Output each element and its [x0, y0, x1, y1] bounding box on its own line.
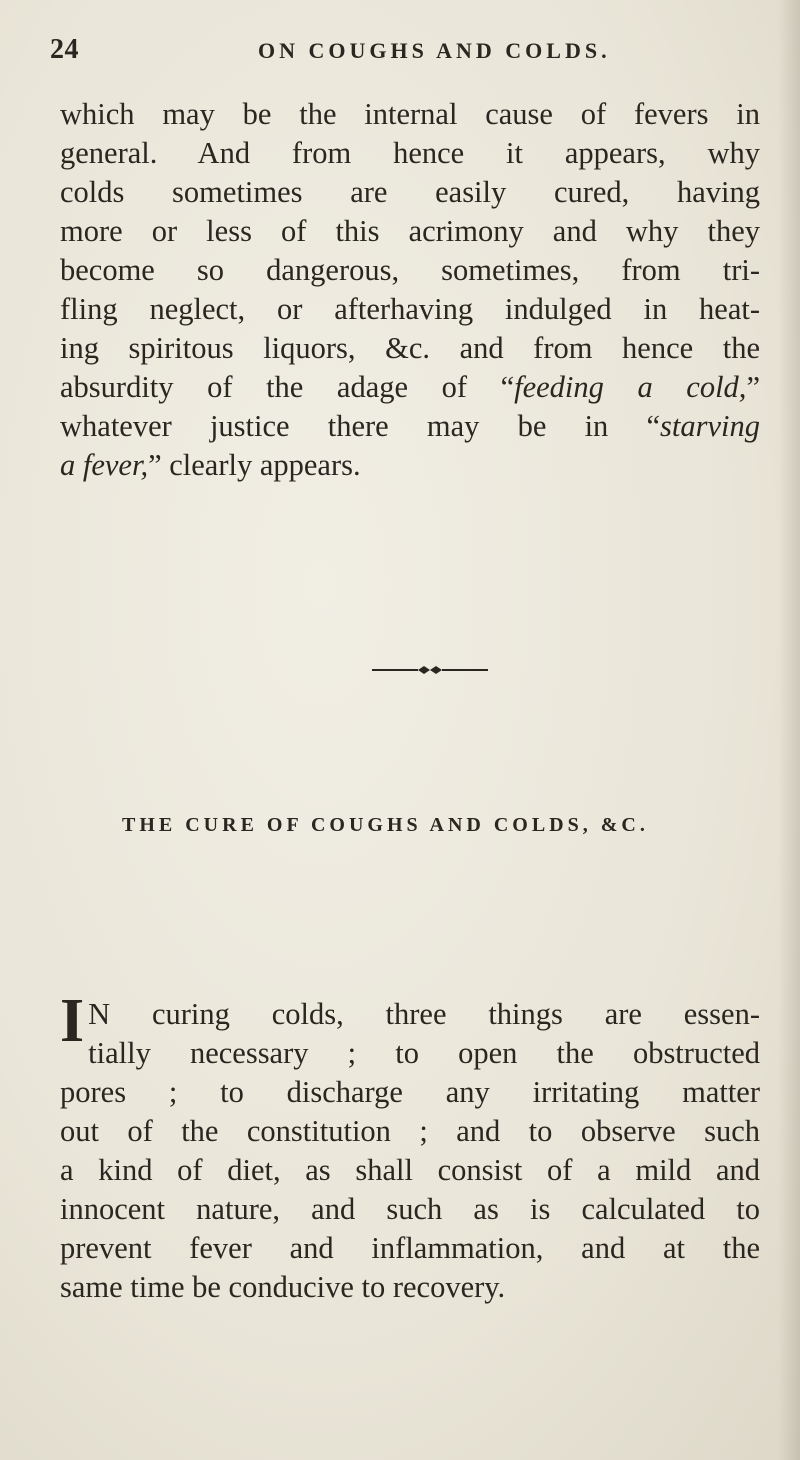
paragraph-1-line-9: [60, 407, 760, 446]
paragraph-1-line-2: general. And from hence it appears, why: [60, 136, 760, 170]
paragraph-1-line-5: become so dangerous, sometimes, from tri-: [60, 253, 760, 287]
section-ornament-icon: [370, 660, 490, 680]
paragraph-1-line-7: ing spiritous liquors, &c. and from hence the: [60, 331, 760, 365]
drop-cap: I: [60, 987, 85, 1055]
line-9-italic: starving: [660, 409, 760, 443]
paragraph-1-line-6: fling neglect, or afterhaving indulged in heat-: [60, 292, 760, 326]
running-head: [50, 28, 670, 68]
paragraph-2-line-2: tially necessary ; to open the obstructed: [88, 1036, 760, 1070]
line-8-text-b: ”: [746, 370, 760, 404]
running-title: ON COUGHS AND COLDS.: [258, 38, 611, 63]
line-10-text-b: ” clearly appears.: [148, 448, 361, 482]
paragraph-1-line-3: colds sometimes are easily cured, having: [60, 175, 760, 209]
section-heading: THE CURE OF COUGHS AND COLDS, &C.: [122, 814, 649, 836]
paragraph-2-line-6: innocent nature, and such as is calculated to: [60, 1192, 760, 1226]
page-edge-shadow: [778, 0, 800, 1460]
paragraph-2: [60, 987, 760, 1307]
line-8-text-a: absurdity of the adage of “: [60, 370, 515, 404]
paragraph-2-line-4: out of the constitution ; and to observe such: [60, 1114, 760, 1148]
line-10-italic: a fever,: [60, 448, 149, 482]
line-9-text-a: whatever justice there may be in “: [60, 409, 661, 443]
page-number: 24: [50, 34, 79, 65]
paragraph-1-line-8: [60, 368, 760, 407]
paragraph-1-line-1: which may be the internal cause of fevers in: [60, 97, 760, 131]
paragraph-1: [60, 95, 760, 485]
paragraph-1-line-10: [60, 446, 760, 485]
paragraph-2-line-5: a kind of diet, as shall consist of a mild and: [60, 1153, 760, 1187]
paragraph-1-line-4: more or less of this acrimony and why they: [60, 214, 760, 248]
paragraph-2-line-1: [60, 995, 760, 1034]
paragraph-2-line-3: pores ; to discharge any irritating matter: [60, 1075, 760, 1109]
first-line-rest: curing colds, three things are essen-: [110, 997, 760, 1031]
line-8-italic: feeding a cold,: [514, 370, 747, 404]
paragraph-2-line-7: prevent fever and inflammation, and at the: [60, 1231, 760, 1265]
first-word-rest: N: [88, 997, 111, 1031]
paragraph-2-line-8: same time be conducive to recovery.: [60, 1270, 506, 1304]
